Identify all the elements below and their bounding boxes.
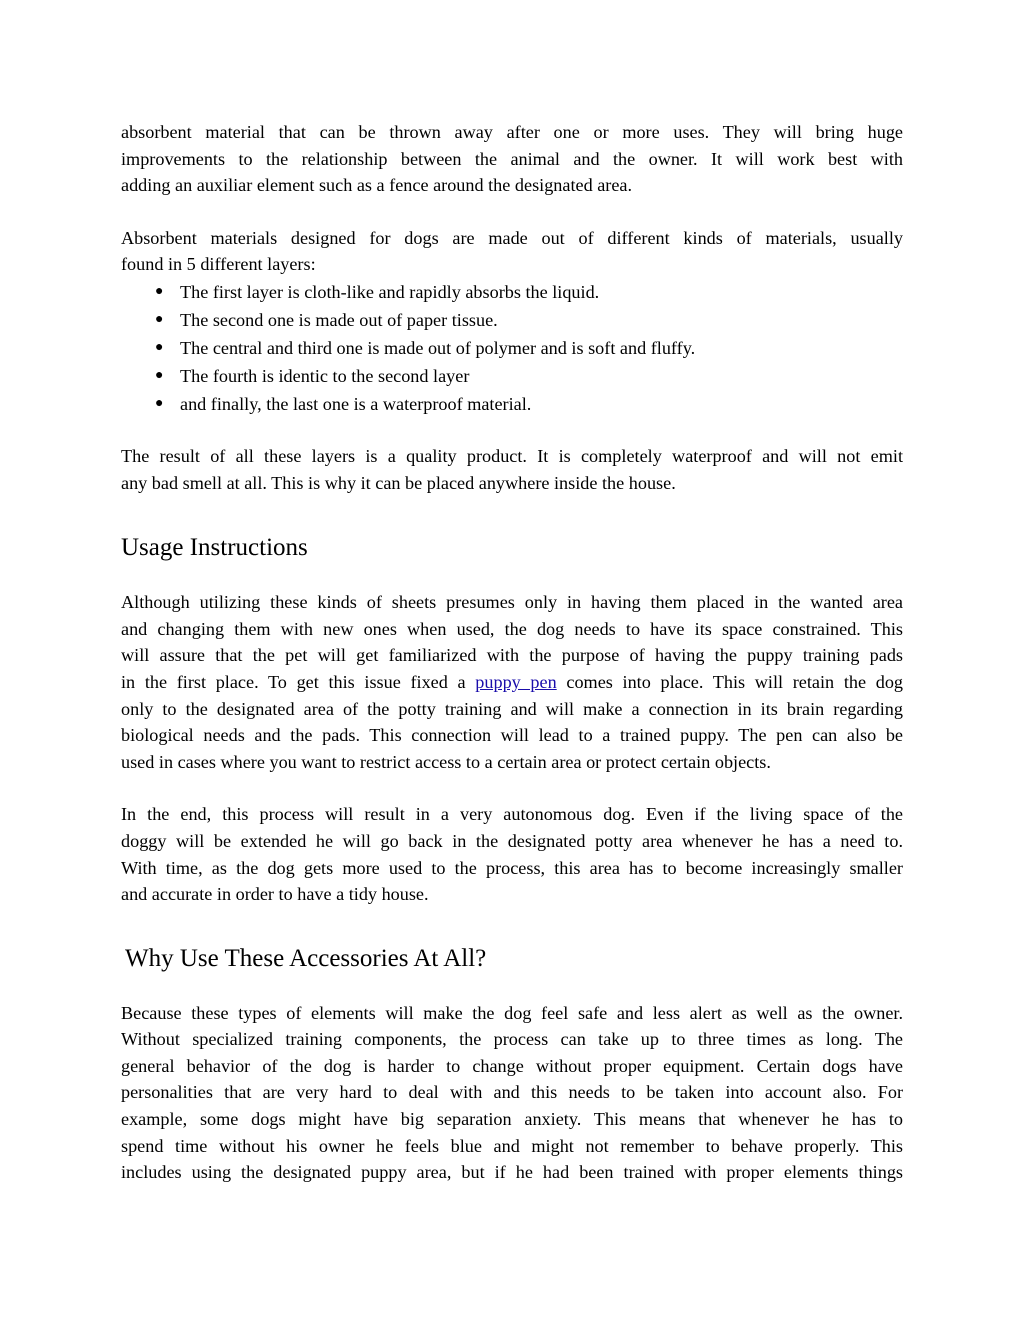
- bullet-icon: ●: [155, 311, 164, 327]
- bullet-icon: ●: [155, 339, 164, 355]
- text-line: only to the designated area of the potty training and will make a connection in its brain regarding: [121, 698, 903, 719]
- layers-intro-paragraph: [121, 225, 903, 278]
- list-item: [121, 390, 903, 418]
- text-line: Absorbent materials designed for dogs are made out of different kinds of materials, usually: [121, 227, 903, 248]
- list-item-text: The central and third one is made out of polymer and is soft and fluffy.: [180, 337, 696, 358]
- result-paragraph: [121, 443, 903, 496]
- text-line: Although utilizing these kinds of sheets presumes only in having them placed in the wanted area: [121, 592, 903, 613]
- text-line: improvements to the relationship between the animal and the owner. It will work best with: [121, 148, 903, 169]
- list-item-text: and finally, the last one is a waterproof material.: [180, 393, 532, 414]
- list-item: [121, 278, 903, 306]
- list-item-text: The first layer is cloth-like and rapidly absorbs the liquid.: [180, 281, 600, 302]
- text-fragment: in the first place. To get this issue fixed a: [121, 671, 476, 692]
- usage-paragraph: [121, 589, 903, 775]
- text-line: example, some dogs might have big separation anxiety. This means that whenever he has to: [121, 1109, 903, 1130]
- text-line: biological needs and the pads. This connection will lead to a trained puppy. The pen can also be: [121, 725, 903, 746]
- text-line: personalities that are very hard to deal with and this needs to be taken into account also. For: [121, 1082, 903, 1103]
- text-line-with-link: [121, 669, 903, 696]
- text-line: In the end, this process will result in a very autonomous dog. Even if the living space of the: [121, 804, 903, 825]
- intro-paragraph: [121, 119, 903, 199]
- puppy-pen-link[interactable]: puppy pen: [475, 671, 557, 692]
- list-item-text: The fourth is identic to the second layer: [180, 365, 470, 386]
- layers-list: [121, 278, 903, 418]
- text-line: doggy will be extended he will go back in the designated potty area whenever he has a need to.: [121, 830, 903, 851]
- document-page: [121, 119, 903, 1186]
- text-line: found in 5 different layers:: [121, 254, 316, 275]
- text-line: any bad smell at all. This is why it can be placed anywhere inside the house.: [121, 472, 676, 493]
- text-line: The result of all these layers is a quality product. It is completely waterproof and will not emit: [121, 445, 903, 466]
- bullet-icon: ●: [155, 283, 164, 299]
- usage-heading: Usage Instructions: [121, 534, 308, 562]
- text-line: general behavior of the dog is harder to change without proper equipment. Certain dogs have: [121, 1055, 903, 1076]
- why-paragraph: [121, 1000, 903, 1186]
- text-line: adding an auxiliar element such as a fence around the designated area.: [121, 175, 633, 196]
- list-item: [121, 334, 903, 362]
- text-line: Without specialized training components, the process can take up to three times as long. The: [121, 1029, 903, 1050]
- text-line: With time, as the dog gets more used to the process, this area has to become increasingly smaller: [121, 857, 903, 878]
- end-result-paragraph: [121, 801, 903, 907]
- list-item-text: The second one is made out of paper tissue.: [180, 309, 498, 330]
- text-line: and changing them with new ones when used, the dog needs to have its space constrained. This: [121, 618, 903, 639]
- text-line: will assure that the pet will get familiarized with the purpose of having the puppy training pads: [121, 645, 903, 666]
- text-line: and accurate in order to have a tidy house.: [121, 884, 429, 905]
- bullet-icon: ●: [155, 395, 164, 411]
- text-line: Because these types of elements will make the dog feel safe and less alert as well as the owner.: [121, 1002, 903, 1023]
- text-line: used in cases where you want to restrict access to a certain area or protect certain objects.: [121, 751, 771, 772]
- list-item: [121, 306, 903, 334]
- why-heading: Why Use These Accessories At All?: [125, 944, 487, 972]
- text-fragment: comes into place. This will retain the dog: [556, 671, 904, 692]
- text-line: absorbent material that can be thrown away after one or more uses. They will bring huge: [121, 122, 903, 142]
- list-item: [121, 362, 903, 390]
- text-line: spend time without his owner he feels blue and might not remember to behave properly. This: [121, 1135, 903, 1156]
- text-line: includes using the designated puppy area, but if he had been trained with proper elements things: [121, 1162, 903, 1183]
- bullet-icon: ●: [155, 367, 164, 383]
